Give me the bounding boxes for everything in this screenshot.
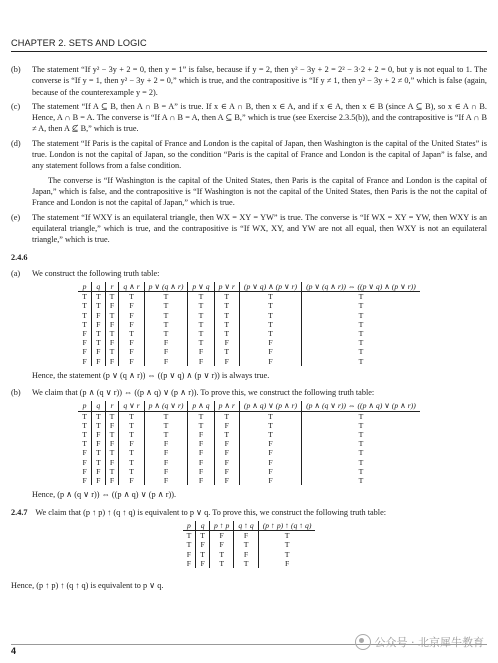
table-cell: T xyxy=(214,430,239,439)
truth-table-distributive-or xyxy=(78,282,420,366)
table-cell: F xyxy=(105,439,119,448)
table-header-cell: r xyxy=(105,401,119,411)
table-cell: T xyxy=(188,320,214,329)
table-cell: T xyxy=(119,292,144,302)
table-cell: T xyxy=(258,531,315,541)
page-content xyxy=(11,64,487,597)
table-cell: T xyxy=(105,411,119,421)
table-cell: T xyxy=(91,411,105,421)
table-cell: T xyxy=(214,320,239,329)
table-cell: T xyxy=(214,301,239,310)
table-cell: F xyxy=(188,430,214,439)
item-text: The statement “If Paris is the capital of France and London is the capital of Japan, then Washington is the capital of the United States” is true. London is not the capital of Japan, so the condition “Paris is the capital of France and London is the capital of Japan” is false, and any statement follows from a false condition. xyxy=(32,138,487,171)
table-cell: F xyxy=(91,430,105,439)
table-cell: T xyxy=(302,292,420,302)
table-cell: T xyxy=(239,311,301,320)
table-cell: F xyxy=(196,540,210,549)
truth-table-nand xyxy=(183,521,316,568)
table-cell: F xyxy=(91,476,105,485)
table-cell: T xyxy=(188,311,214,320)
item-label: (d) xyxy=(11,138,21,148)
table-cell: F xyxy=(119,311,144,320)
table-cell: F xyxy=(119,338,144,347)
table-cell: F xyxy=(214,338,239,347)
table-cell: F xyxy=(234,550,258,559)
table-row xyxy=(183,559,316,568)
table-cell: F xyxy=(144,357,188,366)
section-intro: We claim that (p ↑ p) ↑ (q ↑ q) is equivalent to p ∨ q. To prove this, we construct the following truth table: xyxy=(35,507,387,517)
table-row xyxy=(78,347,420,356)
table-row xyxy=(183,540,316,549)
part-label: (b) xyxy=(11,388,21,398)
table-cell: T xyxy=(302,347,420,356)
table-cell: T xyxy=(234,540,258,549)
table-cell: T xyxy=(82,301,87,311)
table-cell: T xyxy=(144,329,188,338)
table-row xyxy=(78,430,420,439)
item-label: (b) xyxy=(11,65,21,74)
table-cell: T xyxy=(302,439,420,448)
table-cell: T xyxy=(144,421,188,430)
table-cell: T xyxy=(239,421,301,430)
table-cell: T xyxy=(119,467,144,476)
table-header-cell: (p ∨ q) ∧ (p ∨ r) xyxy=(239,282,301,292)
table-row xyxy=(78,458,420,467)
part-intro: We construct the following truth table: xyxy=(32,268,160,278)
table-cell: F xyxy=(188,347,214,356)
table-header-cell: q xyxy=(91,401,105,411)
table-cell: F xyxy=(188,467,214,476)
part-a-conclusion: Hence, the statement (p ∨ (q ∧ r)) ⇔ ((p ∨ q) ∧ (p ∨ r)) is always true. xyxy=(32,370,270,380)
table-header-cell: q ∨ r xyxy=(119,401,144,411)
table-row xyxy=(78,439,420,448)
table-row xyxy=(78,411,420,421)
table-cell: T xyxy=(82,411,87,421)
table-cell: T xyxy=(105,329,119,338)
table-cell: F xyxy=(239,458,301,467)
page-number: 4 xyxy=(11,646,17,656)
table-cell: T xyxy=(186,540,192,550)
part-b xyxy=(11,387,487,398)
table-cell: T xyxy=(196,550,210,559)
table-cell: F xyxy=(188,448,214,457)
table-cell: F xyxy=(105,338,119,347)
table-cell: T xyxy=(119,411,144,421)
table-cell: F xyxy=(214,439,239,448)
table-cell: F xyxy=(239,347,301,356)
table-cell: F xyxy=(91,347,105,356)
table-cell: F xyxy=(91,320,105,329)
table-cell: F xyxy=(196,559,210,568)
table-cell: T xyxy=(209,550,233,559)
table-header-cell: p ↑ p xyxy=(209,521,233,531)
table-cell: T xyxy=(82,310,87,320)
table-cell: T xyxy=(188,329,214,338)
section-heading-2-4-6: 2.4.6 xyxy=(11,253,28,263)
table-cell: T xyxy=(119,448,144,457)
table-cell: F xyxy=(119,439,144,448)
table-cell: T xyxy=(302,421,420,430)
table-cell: F xyxy=(214,357,239,366)
table-cell: T xyxy=(91,329,105,338)
item-c xyxy=(11,101,487,135)
table-cell: T xyxy=(91,338,105,347)
table-cell: T xyxy=(239,292,301,302)
table-row xyxy=(78,292,420,302)
table-cell: F xyxy=(214,476,239,485)
item-label: (c) xyxy=(11,101,21,111)
table-cell: T xyxy=(196,531,210,541)
watermark-text: 公众号 · 北京犀牛教育 xyxy=(374,636,484,649)
part-b-conclusion: Hence, (p ∧ (q ∨ r)) ⇔ ((p ∧ q) ∨ (p ∧ r)). xyxy=(32,490,177,500)
table-cell: F xyxy=(82,347,87,357)
table-cell: F xyxy=(214,467,239,476)
table-cell: T xyxy=(105,347,119,356)
table-cell: F xyxy=(82,356,87,366)
table-cell: T xyxy=(302,357,420,366)
table-cell: T xyxy=(239,301,301,310)
item-text: The converse is “If Washington is the capital of the United States, then Paris is the capital of France and London is the capital of Japan,” which is false, and the contrapositive is “If Washington is not the capital of the United States, then Paris is the not the capital of France and London is not the capital of Japan,” which is true. xyxy=(32,175,487,208)
table-cell: F xyxy=(188,458,214,467)
table-cell: T xyxy=(188,301,214,310)
table-cell: T xyxy=(82,430,87,440)
table-cell: T xyxy=(105,311,119,320)
table-cell: T xyxy=(144,292,188,302)
part-intro: We claim that (p ∧ (q ∨ r)) ⇔ ((p ∧ q) ∨ (p ∧ r)). To prove this, we construct the following truth table: xyxy=(32,388,375,398)
table-cell: F xyxy=(82,457,87,467)
table-cell: T xyxy=(105,448,119,457)
table-cell: T xyxy=(144,411,188,421)
table-cell: F xyxy=(82,448,87,458)
table-cell: T xyxy=(144,301,188,310)
table-cell: F xyxy=(144,448,188,457)
item-e xyxy=(11,212,487,246)
table-cell: F xyxy=(82,466,87,476)
table-cell: T xyxy=(239,329,301,338)
table-cell: F xyxy=(214,458,239,467)
table-cell: T xyxy=(91,301,105,310)
table-cell: F xyxy=(105,421,119,430)
table-row xyxy=(78,338,420,347)
table-row xyxy=(183,531,316,541)
table-cell: F xyxy=(186,549,192,559)
table-cell: F xyxy=(239,467,301,476)
item-d-continued xyxy=(11,175,487,209)
table-header-cell: p ∨ (q ∧ r) xyxy=(144,282,188,292)
table-cell: F xyxy=(239,448,301,457)
table-cell: F xyxy=(119,357,144,366)
table-cell: T xyxy=(302,458,420,467)
table-cell: T xyxy=(105,292,119,302)
table-row xyxy=(78,357,420,366)
table-cell: F xyxy=(105,320,119,329)
item-label: (e) xyxy=(11,212,21,222)
section-label: 2.4.7 xyxy=(11,507,28,517)
table-header-cell: q ∧ r xyxy=(119,282,144,292)
item-text: The statement “If y² − 3y + 2 = 0, then y = 1” is false, because if y = 2, then y² − 3y + 2 = 2² − 3·2 + 2 = 0, but y is not equal to 1. The converse is “If y = 1, then y² − 3y + 2 = 0,” which is true, and the contrapositive is “If y ≠ 1, then y² − 3y + 2 ≠ 0,” which is false (again, because of the counterexample y = 2). xyxy=(32,65,487,97)
table-cell: F xyxy=(82,476,87,486)
table-row xyxy=(78,320,420,329)
table-cell: T xyxy=(258,540,315,549)
table-header-cell: r xyxy=(105,282,119,292)
table-cell: T xyxy=(188,411,214,421)
item-b xyxy=(11,64,487,98)
truth-table-distributive-and xyxy=(78,401,420,485)
part-a xyxy=(11,268,487,279)
table-row xyxy=(78,329,420,338)
table-cell: F xyxy=(239,338,301,347)
table-cell: F xyxy=(239,357,301,366)
table-cell: T xyxy=(91,448,105,457)
table-cell: T xyxy=(214,292,239,302)
table-header-cell: p xyxy=(78,282,91,292)
table-header-cell: (p ↑ p) ↑ (q ↑ q) xyxy=(258,521,315,531)
table-cell: T xyxy=(144,311,188,320)
table-header-cell: (p ∧ (q ∨ r)) ⇔ ((p ∧ q) ∨ (p ∧ r)) xyxy=(302,401,420,411)
table-cell: F xyxy=(119,347,144,356)
table-header-cell: q xyxy=(196,521,210,531)
table-cell: T xyxy=(119,430,144,439)
section-2-4-7 xyxy=(11,507,487,518)
table-cell: T xyxy=(144,430,188,439)
item-text: The statement “If WXY is an equilateral triangle, then WX = XY = YW” is true. The converse is “If WX = XY = YW, then WXY is an equilateral triangle,” which is true, and the contrapositive is “If WX, XY, and YW are not all equal, then WXY is not an equilateral triangle,” which is true. xyxy=(32,212,487,245)
table-header-cell: p ∨ r xyxy=(214,282,239,292)
table-header-cell: p ∧ r xyxy=(214,401,239,411)
table-cell: F xyxy=(119,476,144,485)
table-cell: T xyxy=(258,550,315,559)
item-text: The statement “If A ⊆ B, then A ∩ B = A” is true. If x ∈ A ∩ B, then x ∈ A, and if x ∈ A, then x ∈ B (since A ⊆ B), so x ∈ A ∩ B. Hence, A ∩ B = A. The converse is “If A ∩ B = A, then A ⊆ B,” which is true (see Exercise 2.3.5(b)), and the contrapositive is “If A ∩ B ≠ A, then A ⊈ B,” which is true. xyxy=(32,101,487,134)
table-cell: T xyxy=(302,338,420,347)
table-cell: F xyxy=(105,476,119,485)
wechat-icon xyxy=(355,634,371,650)
table-cell: F xyxy=(82,329,87,339)
table-cell: F xyxy=(188,357,214,366)
table-cell: F xyxy=(239,476,301,485)
table-cell: T xyxy=(209,559,233,568)
table-cell: F xyxy=(91,357,105,366)
table-cell: T xyxy=(144,320,188,329)
chapter-header: CHAPTER 2. SETS AND LOGIC xyxy=(11,38,487,52)
table-cell: F xyxy=(144,347,188,356)
table-header-cell: p ∧ (q ∨ r) xyxy=(144,401,188,411)
table-row xyxy=(78,476,420,485)
table-cell: T xyxy=(82,439,87,449)
table-cell: F xyxy=(234,531,258,541)
table-cell: T xyxy=(214,329,239,338)
table-cell: T xyxy=(302,311,420,320)
table-header-cell: (p ∨ (q ∧ r)) ⇔ ((p ∨ q) ∧ (p ∨ r)) xyxy=(302,282,420,292)
table-cell: T xyxy=(119,421,144,430)
table-cell: F xyxy=(105,357,119,366)
table-cell: T xyxy=(188,338,214,347)
table-cell: T xyxy=(214,347,239,356)
table-cell: F xyxy=(144,467,188,476)
table-cell: T xyxy=(82,292,87,302)
table-cell: F xyxy=(144,458,188,467)
table-cell: T xyxy=(186,531,192,541)
table-cell: T xyxy=(119,458,144,467)
table-cell: F xyxy=(91,467,105,476)
table-header-cell: (p ∧ q) ∨ (p ∧ r) xyxy=(239,401,301,411)
table-row xyxy=(78,448,420,457)
table-cell: T xyxy=(302,476,420,485)
table-row xyxy=(78,421,420,430)
table-cell: T xyxy=(105,430,119,439)
table-cell: T xyxy=(91,421,105,430)
table-cell: F xyxy=(105,301,119,310)
table-cell: T xyxy=(82,420,87,430)
table-cell: F xyxy=(119,320,144,329)
table-cell: F xyxy=(105,458,119,467)
table-cell: T xyxy=(91,458,105,467)
table-cell: F xyxy=(119,301,144,310)
table-cell: T xyxy=(302,467,420,476)
table-cell: T xyxy=(239,430,301,439)
table-cell: T xyxy=(239,411,301,421)
table-cell: T xyxy=(302,320,420,329)
table-cell: F xyxy=(144,439,188,448)
table-cell: F xyxy=(188,439,214,448)
table-header-cell: q xyxy=(91,282,105,292)
table-header-cell: q ↑ q xyxy=(234,521,258,531)
section-2-4-7-conclusion: Hence, (p ↑ p) ↑ (q ↑ q) is equivalent to p ∨ q. xyxy=(11,580,164,590)
table-cell: F xyxy=(214,448,239,457)
table-header-cell: p xyxy=(78,401,91,411)
table-cell: T xyxy=(188,421,214,430)
item-d xyxy=(11,138,487,172)
table-cell: F xyxy=(188,476,214,485)
table-cell: F xyxy=(209,540,233,549)
table-cell: T xyxy=(239,320,301,329)
table-header-cell: p xyxy=(183,521,196,531)
table-cell: T xyxy=(105,467,119,476)
table-cell: F xyxy=(214,421,239,430)
table-cell: T xyxy=(214,411,239,421)
table-cell: T xyxy=(302,329,420,338)
table-cell: F xyxy=(239,439,301,448)
table-header-cell: p ∨ q xyxy=(188,282,214,292)
table-cell: T xyxy=(188,292,214,302)
table-cell: F xyxy=(144,476,188,485)
table-cell: F xyxy=(258,559,315,568)
part-label: (a) xyxy=(11,268,21,278)
table-header-cell: p ∧ q xyxy=(188,401,214,411)
table-row xyxy=(183,550,316,559)
table-cell: F xyxy=(91,311,105,320)
table-cell: F xyxy=(82,338,87,348)
table-row xyxy=(78,311,420,320)
table-row xyxy=(78,301,420,310)
table-cell: F xyxy=(91,439,105,448)
table-cell: T xyxy=(214,311,239,320)
table-cell: F xyxy=(209,531,233,541)
table-cell: T xyxy=(302,448,420,457)
table-cell: T xyxy=(119,329,144,338)
table-cell: T xyxy=(91,292,105,302)
table-cell: F xyxy=(144,338,188,347)
table-row xyxy=(78,467,420,476)
table-cell: T xyxy=(302,430,420,439)
table-cell: F xyxy=(186,558,192,568)
watermark xyxy=(355,634,485,650)
table-cell: T xyxy=(82,319,87,329)
table-cell: T xyxy=(234,559,258,568)
table-cell: T xyxy=(302,301,420,310)
table-cell: T xyxy=(302,411,420,421)
